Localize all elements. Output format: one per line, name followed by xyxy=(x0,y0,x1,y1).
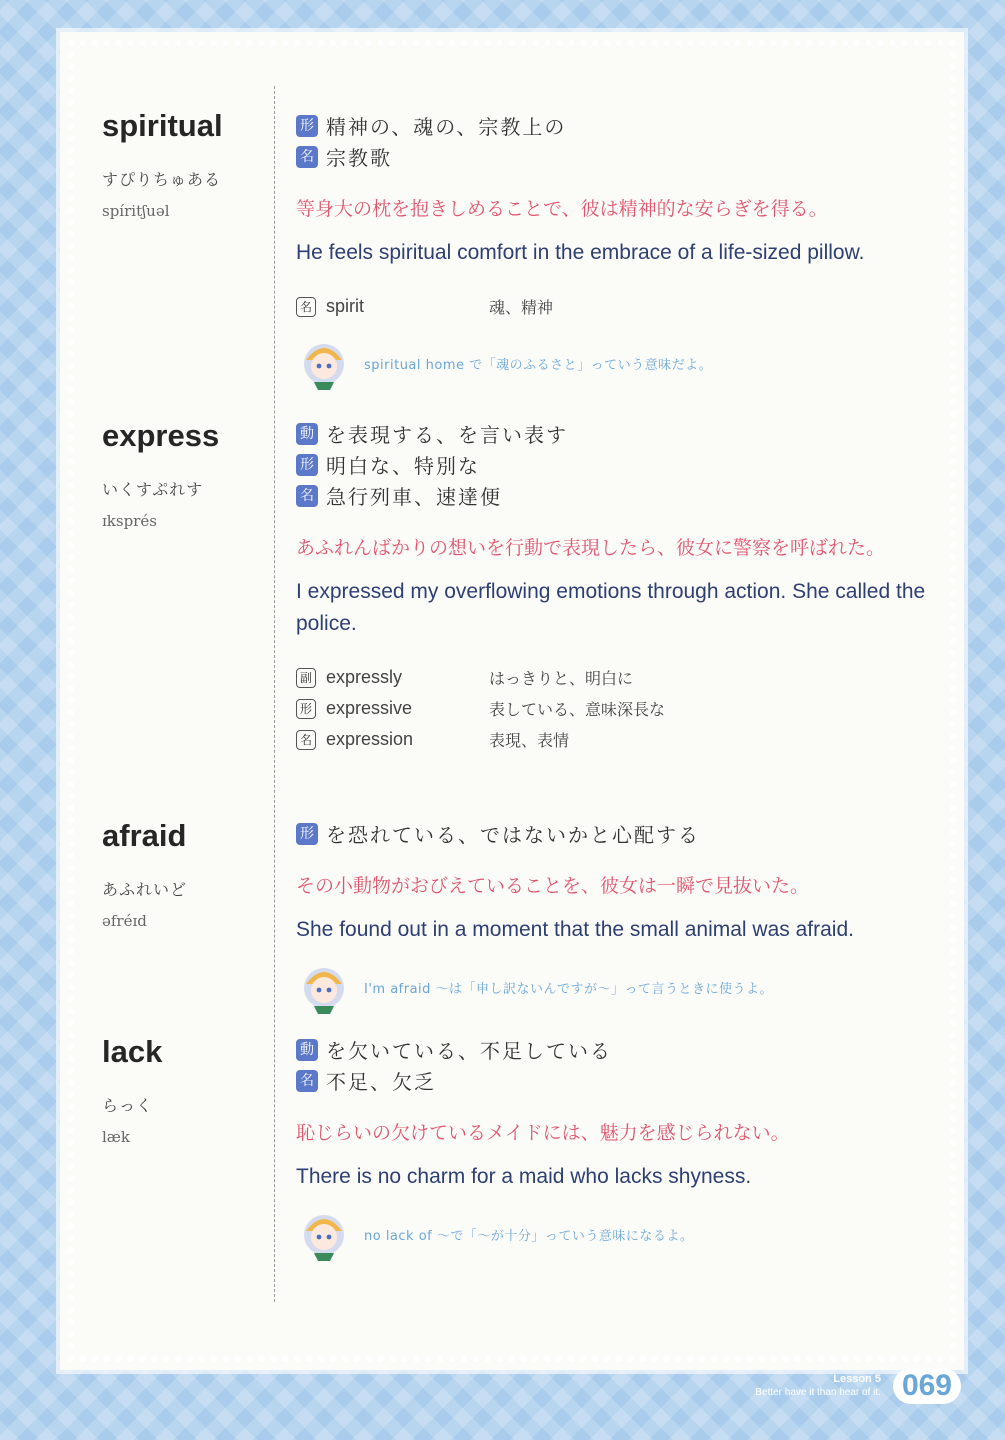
pos-meaning: を恐れている、ではないかと心配する xyxy=(326,823,700,847)
derivative-pos-badge: 副 xyxy=(296,668,316,688)
pos-line xyxy=(296,141,936,172)
tip-note xyxy=(296,1205,936,1263)
derivatives xyxy=(296,291,936,322)
japanese-example: 等身大の枕を抱きしめることで、彼は精神的な安らぎを得る。 xyxy=(296,198,828,220)
derivative-row xyxy=(296,693,936,724)
entry-express-headword xyxy=(102,420,262,530)
english-example: There is no charm for a maid who lacks shyness. xyxy=(296,1165,752,1188)
japanese-example: あふれんばかりの想いを行動で表現したら、彼女に警察を呼ばれた。 xyxy=(296,537,886,559)
pos-line xyxy=(296,1065,936,1096)
pos-badge: 形 xyxy=(296,454,318,476)
tip-text: I'm afraid ～は「申し訳ないんですが～」って言うときに使うよ。 xyxy=(364,981,774,997)
derivative-row xyxy=(296,291,936,322)
derivative-word: expression xyxy=(326,729,414,749)
lesson-subtitle: Better have it than hear of it. xyxy=(755,1387,881,1398)
derivative-meaning: はっきりと、明白に xyxy=(489,669,634,688)
derivative-meaning: 表している、意味深長な xyxy=(489,700,666,719)
pos-badge: 動 xyxy=(296,423,318,445)
japanese-example: 恥じらいの欠けているメイドには、魅力を感じられない。 xyxy=(296,1122,790,1144)
pronunciation: ɪksprés xyxy=(102,512,157,530)
pos-line xyxy=(296,480,936,511)
column-divider xyxy=(274,86,275,1302)
tip-text: no lack of ～で「～が十分」っていう意味になるよ。 xyxy=(364,1228,694,1244)
english-example: I expressed my overflowing emotions through action. She called the police. xyxy=(296,580,926,635)
derivative-word: spirit xyxy=(326,296,365,316)
entry-spiritual-headword xyxy=(102,110,262,220)
entry-lack-definition xyxy=(296,1034,936,1263)
tip-text: spiritual home で「魂のふるさと」っていう意味だよ。 xyxy=(364,357,713,373)
pos-badge: 形 xyxy=(296,823,318,845)
pos-line xyxy=(296,110,936,141)
derivative-row xyxy=(296,662,936,693)
pos-meaning: 精神の、魂の、宗教上の xyxy=(326,115,567,139)
headword: express xyxy=(102,418,220,453)
pos-meaning: を表現する、を言い表す xyxy=(326,423,568,447)
pronunciation: əfréɪd xyxy=(102,912,147,930)
derivatives xyxy=(296,662,936,755)
headword: spiritual xyxy=(102,108,223,143)
pronunciation: spíritʃuəl xyxy=(102,202,170,220)
headword: lack xyxy=(102,1034,163,1069)
entry-express-definition xyxy=(296,418,936,755)
pos-badge: 名 xyxy=(296,485,318,507)
page-footer xyxy=(755,1368,961,1404)
page-number: 069 xyxy=(893,1368,961,1404)
pos-line xyxy=(296,1034,936,1065)
pos-line xyxy=(296,449,936,480)
entry-lack-headword xyxy=(102,1036,262,1146)
pos-meaning: を欠いている、不足している xyxy=(326,1039,612,1063)
derivative-pos-badge: 形 xyxy=(296,699,316,719)
reading: らっく xyxy=(102,1096,154,1115)
pos-line xyxy=(296,818,936,849)
derivative-row xyxy=(296,724,936,755)
pos-meaning: 明白な、特別な xyxy=(326,454,480,478)
reading: すぴりちゅある xyxy=(102,170,222,189)
derivative-word: expressly xyxy=(326,667,403,687)
entry-spiritual-definition xyxy=(296,110,936,392)
pos-line xyxy=(296,418,936,449)
tip-note xyxy=(296,958,936,1016)
entry-afraid-definition xyxy=(296,818,936,1016)
derivative-pos-badge: 名 xyxy=(296,297,316,317)
derivative-pos-badge: 名 xyxy=(296,730,316,750)
chibi-girl-icon xyxy=(296,1205,352,1263)
pos-badge: 動 xyxy=(296,1039,318,1061)
chibi-girl-icon xyxy=(296,958,352,1016)
english-example: He feels spiritual comfort in the embrace of a life-sized pillow. xyxy=(296,241,865,264)
headword: afraid xyxy=(102,818,187,853)
lesson-label: Lesson 5 xyxy=(833,1373,881,1385)
pos-badge: 名 xyxy=(296,146,318,168)
reading: いくすぷれす xyxy=(102,480,204,499)
entry-afraid-headword xyxy=(102,820,262,930)
pos-meaning: 不足、欠乏 xyxy=(326,1070,436,1094)
tip-note xyxy=(296,334,936,392)
footer-caption xyxy=(755,1372,881,1400)
derivative-meaning: 魂、精神 xyxy=(489,298,554,317)
pronunciation: læk xyxy=(102,1128,130,1146)
derivative-meaning: 表現、表情 xyxy=(489,731,570,750)
pos-meaning: 急行列車、速達便 xyxy=(326,485,502,509)
english-example: She found out in a moment that the small animal was afraid. xyxy=(296,918,854,941)
pos-meaning: 宗教歌 xyxy=(326,146,392,170)
reading: あふれいど xyxy=(102,880,188,899)
pos-badge: 名 xyxy=(296,1070,318,1092)
chibi-girl-icon xyxy=(296,334,352,392)
pos-badge: 形 xyxy=(296,115,318,137)
japanese-example: その小動物がおびえていることを、彼女は一瞬で見抜いた。 xyxy=(296,875,810,897)
derivative-word: expressive xyxy=(326,698,413,718)
